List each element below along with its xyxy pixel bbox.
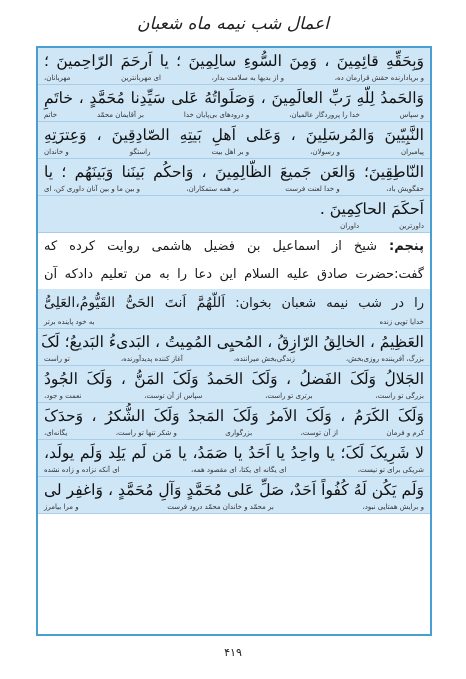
translation-line — [38, 221, 430, 233]
translation-part: و خدا لعنت فرست — [285, 185, 340, 193]
translation-part: بر همه ستمکاران، — [186, 185, 239, 193]
translation-part: و شکر تنها تو راست، — [115, 429, 177, 437]
translation-part: شریکی برای تو نیست، — [357, 466, 424, 474]
prayer-block — [38, 366, 430, 403]
translation-line — [38, 73, 430, 85]
translation-line — [38, 502, 430, 514]
prayer-block — [38, 477, 430, 514]
translation-part: کرم و فرمان — [386, 429, 424, 437]
translation-line — [38, 391, 430, 403]
arabic-line: وَبِحَقِّهِ قائِمِینَ ، وَمِنَ السُّوءِ سالِمِینَ ؛ یا اَرحَمَ الرّاحِمینَ ؛ — [44, 52, 424, 70]
translation-part: ای آنکه نزاده و زاده نشده — [44, 466, 120, 474]
translation-part: حقگویش باد، — [386, 185, 424, 193]
translation-part: داورترین — [399, 222, 424, 230]
translation-part: نعمت و جود، — [44, 392, 82, 400]
translation-part: خدایا تویی زنده — [379, 318, 424, 326]
translation-part: خدا را پروردگار عالمیان، — [289, 111, 360, 119]
prayer-block — [38, 159, 430, 196]
prayer-block — [38, 440, 430, 477]
translation-part: بزرگ، آفریننده روزی‌بخش، — [345, 355, 424, 363]
translation-part: و رسولان، — [310, 148, 340, 156]
translation-part: داوران — [340, 222, 360, 230]
translation-part: مهربانان، — [44, 74, 71, 82]
prayer-block — [38, 196, 430, 233]
translation-part: و درودهای بی‌پایان خدا — [183, 111, 250, 119]
prayer-block — [38, 403, 430, 440]
translation-part: ای مهربانترین — [121, 74, 161, 82]
translation-part: و سپاس — [399, 111, 424, 119]
prayer-block — [38, 48, 430, 85]
translation-part: سپاس از آن توست، — [144, 392, 203, 400]
translation-part: و بین ما و بین آنان داوری کن، ای — [44, 185, 141, 193]
translation-part: بزرگی تو راست، — [375, 392, 424, 400]
arabic-line: اَحکَمَ الحاکِمِینَ . — [319, 200, 424, 218]
translation-part: و خاندان — [44, 148, 69, 156]
translation-part: بر محمّد و خاندان محمّد درود فرست — [167, 503, 274, 511]
narration-line-2: گفت:حضرت صادق علیه السلام این دعا را به من تعلیم دادکه آن — [44, 267, 424, 282]
translation-part: و از بدیها به سلامت بدار، — [211, 74, 284, 82]
arabic-line: الجَلالُ وَلَکَ الفَضلُ ، وَلَکَ الحَمدُ وَلَکَ المَنُّ ، وَلَکَ الجُودُ — [44, 370, 424, 388]
translation-part: و برپادارنده حقش قرارمان ده، — [334, 74, 424, 82]
translation-line — [38, 465, 430, 477]
translation-part: تو راست — [44, 355, 70, 363]
page-number: ۴۱۹ — [224, 646, 242, 659]
translation-line — [38, 354, 430, 366]
arabic-line: النَّبِیّینَ وَالمُرسَلِینَ ، وَعَلی اَهلِ بَیتِهِ الصّادِقِینَ ، وَعِترَتِهِ — [44, 126, 424, 144]
translation-part: برتری تو راست، — [265, 392, 313, 400]
arabic-line: وَلَم یَکُن لَهُ کُفُواً اَحَدٌ، صَلِّ عَلی مُحَمَّدٍ وَآلِ مُحَمَّدٍ ، وَاغفِر لی — [44, 481, 424, 499]
translation-part: به خود پاینده برتر — [44, 318, 95, 326]
narration-text-1: شیخ از اسماعیل بن فضیل هاشمی روایت کرده که — [44, 239, 378, 254]
arabic-line: النّاطِقِینَ؛ وَالعَن جَمیعَ الظّالِمِینَ ، وَاحکُم بَینَنا وَبَینَهُم ؛ یا — [44, 163, 424, 181]
translation-part: و برایش همتایی نبود، — [362, 503, 424, 511]
prayer-block — [38, 85, 430, 122]
arabic-line: العَظِیمُ ، الخالِقُ الرّازِقُ ، المُحیِی المُمِیتُ ، البَدیءُ البَدیعُ؛ لَکَ — [41, 333, 424, 351]
translation-part: پیامبران — [400, 148, 424, 156]
translation-part: بزرگواری — [225, 429, 253, 437]
prayer-section-1 — [38, 48, 430, 233]
translation-part: و مرا بیامرز — [44, 503, 79, 511]
prayer-block — [38, 122, 430, 159]
translation-line — [38, 317, 430, 329]
prayer-opening: اَللّهُمَّ اَنتَ الحَیُّ القَیُّومُ،العَلِیُّ — [44, 295, 226, 311]
translation-line — [38, 184, 430, 196]
translation-line — [38, 110, 430, 122]
translation-line — [38, 428, 430, 440]
arabic-line: وَالحَمدُ لِلّهِ رَبِّ العالَمِینَ ، وَصَلَواتُهُ عَلی سَیِّدِنا مُحَمَّدٍ ، خاتَمِ — [44, 89, 424, 107]
translation-part: از آن توست، — [300, 429, 338, 437]
arabic-line: وَلَکَ الکَرَمُ ، وَلَکَ الاَمرُ وَلَکَ المَجدُ وَلَکَ الشُّکرُ ، وَحدَکَ — [44, 407, 424, 425]
prayer-section-2 — [38, 329, 430, 514]
prayer-frame — [36, 46, 432, 636]
prayer-block — [38, 329, 430, 366]
translation-part: راستگو — [129, 148, 151, 156]
translation-part: ای یگانه ای یکتا، ای مقصود همه، — [190, 466, 287, 474]
narration-line-1 — [38, 233, 430, 261]
translation-part: یگانه‌ای، — [44, 429, 68, 437]
translation-line — [38, 147, 430, 159]
narration-line-3 — [38, 289, 430, 317]
translation-part: زندگی‌بخش میراننده، — [233, 355, 295, 363]
page-header: اعمال شب نیمه ماه شعبان — [136, 14, 329, 34]
narration-block-3 — [38, 289, 430, 329]
translation-part: و بر اهل بیت — [211, 148, 250, 156]
translation-part: بر آقایمان محمّد — [97, 111, 144, 119]
translation-part: خاتم — [44, 111, 58, 119]
narration-paragraph — [38, 233, 430, 289]
section-lead: پنجم: — [389, 239, 424, 254]
arabic-line: لا شَرِیکَ لَکَ؛ یا واحِدُ یا اَحَدُ یا صَمَدُ، یا مَن لَم یَلِد وَلَم یولَد، — [44, 444, 424, 462]
translation-part: آغاز کننده پدیدآورنده، — [120, 355, 183, 363]
narration-text-3: را در شب نیمه شعبان بخوان: — [235, 296, 424, 311]
